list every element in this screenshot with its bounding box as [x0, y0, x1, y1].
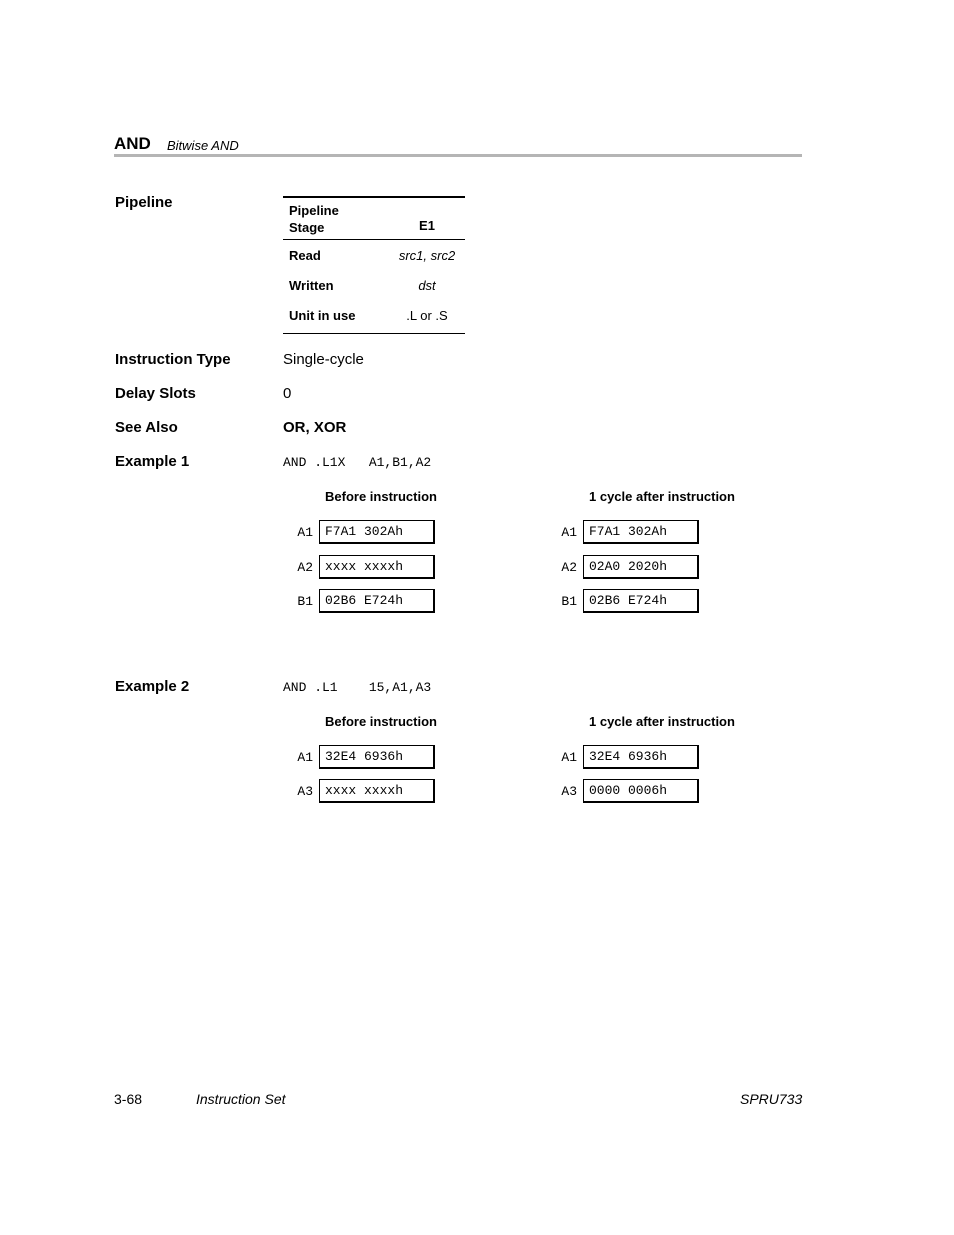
register-value: 02A0 2020h [583, 555, 699, 579]
register-row [547, 589, 699, 613]
page-header-subtitle: Bitwise AND [167, 138, 239, 153]
register-name: A1 [297, 524, 313, 540]
register-name: A3 [561, 783, 577, 799]
register-row [547, 555, 699, 579]
register-row [547, 520, 699, 544]
footer-page-number: 3-68 [114, 1091, 143, 1107]
example2-code: AND .L1 15,A1,A3 [283, 680, 432, 695]
e1-cell: .L or .S [406, 307, 448, 323]
register-row [547, 779, 699, 803]
header-rule [114, 154, 802, 157]
register-row [283, 745, 435, 769]
example1-before-title: Before instruction [325, 489, 437, 504]
register-name: A1 [561, 524, 577, 540]
stage-cell: Read [289, 247, 321, 263]
see-also-label: See Also [115, 419, 178, 436]
register-row [283, 520, 435, 544]
register-value: 02B6 E724h [583, 589, 699, 613]
header-line-2: Stage [289, 219, 325, 235]
register-name: A2 [561, 559, 577, 575]
stage-cell: Unit in use [289, 307, 356, 323]
stage-cell: Written [289, 277, 334, 293]
e1-cell: src1, src2 [398, 247, 456, 263]
delay-slots-value: 0 [283, 385, 292, 402]
table-header-row [283, 198, 465, 239]
register-value: F7A1 302Ah [583, 520, 699, 544]
header-pipeline-stage [283, 202, 389, 236]
register-name: B1 [561, 593, 577, 609]
register-row [547, 745, 699, 769]
example2-label: Example 2 [115, 678, 190, 695]
example2-after-title: 1 cycle after instruction [589, 714, 735, 729]
example1-label: Example 1 [115, 453, 190, 470]
table-bottom-rule [283, 333, 465, 334]
register-name: A1 [561, 749, 577, 765]
register-value: 02B6 E724h [319, 589, 435, 613]
footer-section: Instruction Set [196, 1091, 286, 1107]
register-value: xxxx xxxxh [319, 555, 435, 579]
e1-cell: dst [418, 277, 436, 293]
instruction-type-label: Instruction Type [115, 351, 231, 368]
register-name: A1 [297, 749, 313, 765]
pipeline-table [283, 196, 465, 334]
table-row [283, 300, 465, 330]
register-name: A2 [297, 559, 313, 575]
footer-doc-id: SPRU733 [740, 1091, 803, 1107]
register-value: 0000 0006h [583, 779, 699, 803]
register-row [283, 555, 435, 579]
header-line-1: Pipeline [289, 202, 339, 218]
header-e1: E1 [419, 218, 435, 233]
see-also-value: OR, XOR [283, 419, 347, 436]
register-value: xxxx xxxxh [319, 779, 435, 803]
pipeline-label: Pipeline [115, 194, 173, 211]
register-row [283, 779, 435, 803]
instruction-type-value: Single-cycle [283, 351, 364, 368]
register-value: 32E4 6936h [319, 745, 435, 769]
delay-slots-label: Delay Slots [115, 385, 196, 402]
register-value: F7A1 302Ah [319, 520, 435, 544]
example1-code: AND .L1X A1,B1,A2 [283, 455, 432, 470]
table-row [283, 240, 465, 270]
register-value: 32E4 6936h [583, 745, 699, 769]
example2-before-title: Before instruction [325, 714, 437, 729]
register-name: B1 [297, 593, 313, 609]
table-row [283, 270, 465, 300]
register-name: A3 [297, 783, 313, 799]
register-row [283, 589, 435, 613]
page-header-title: AND [114, 134, 151, 153]
example1-after-title: 1 cycle after instruction [589, 489, 735, 504]
